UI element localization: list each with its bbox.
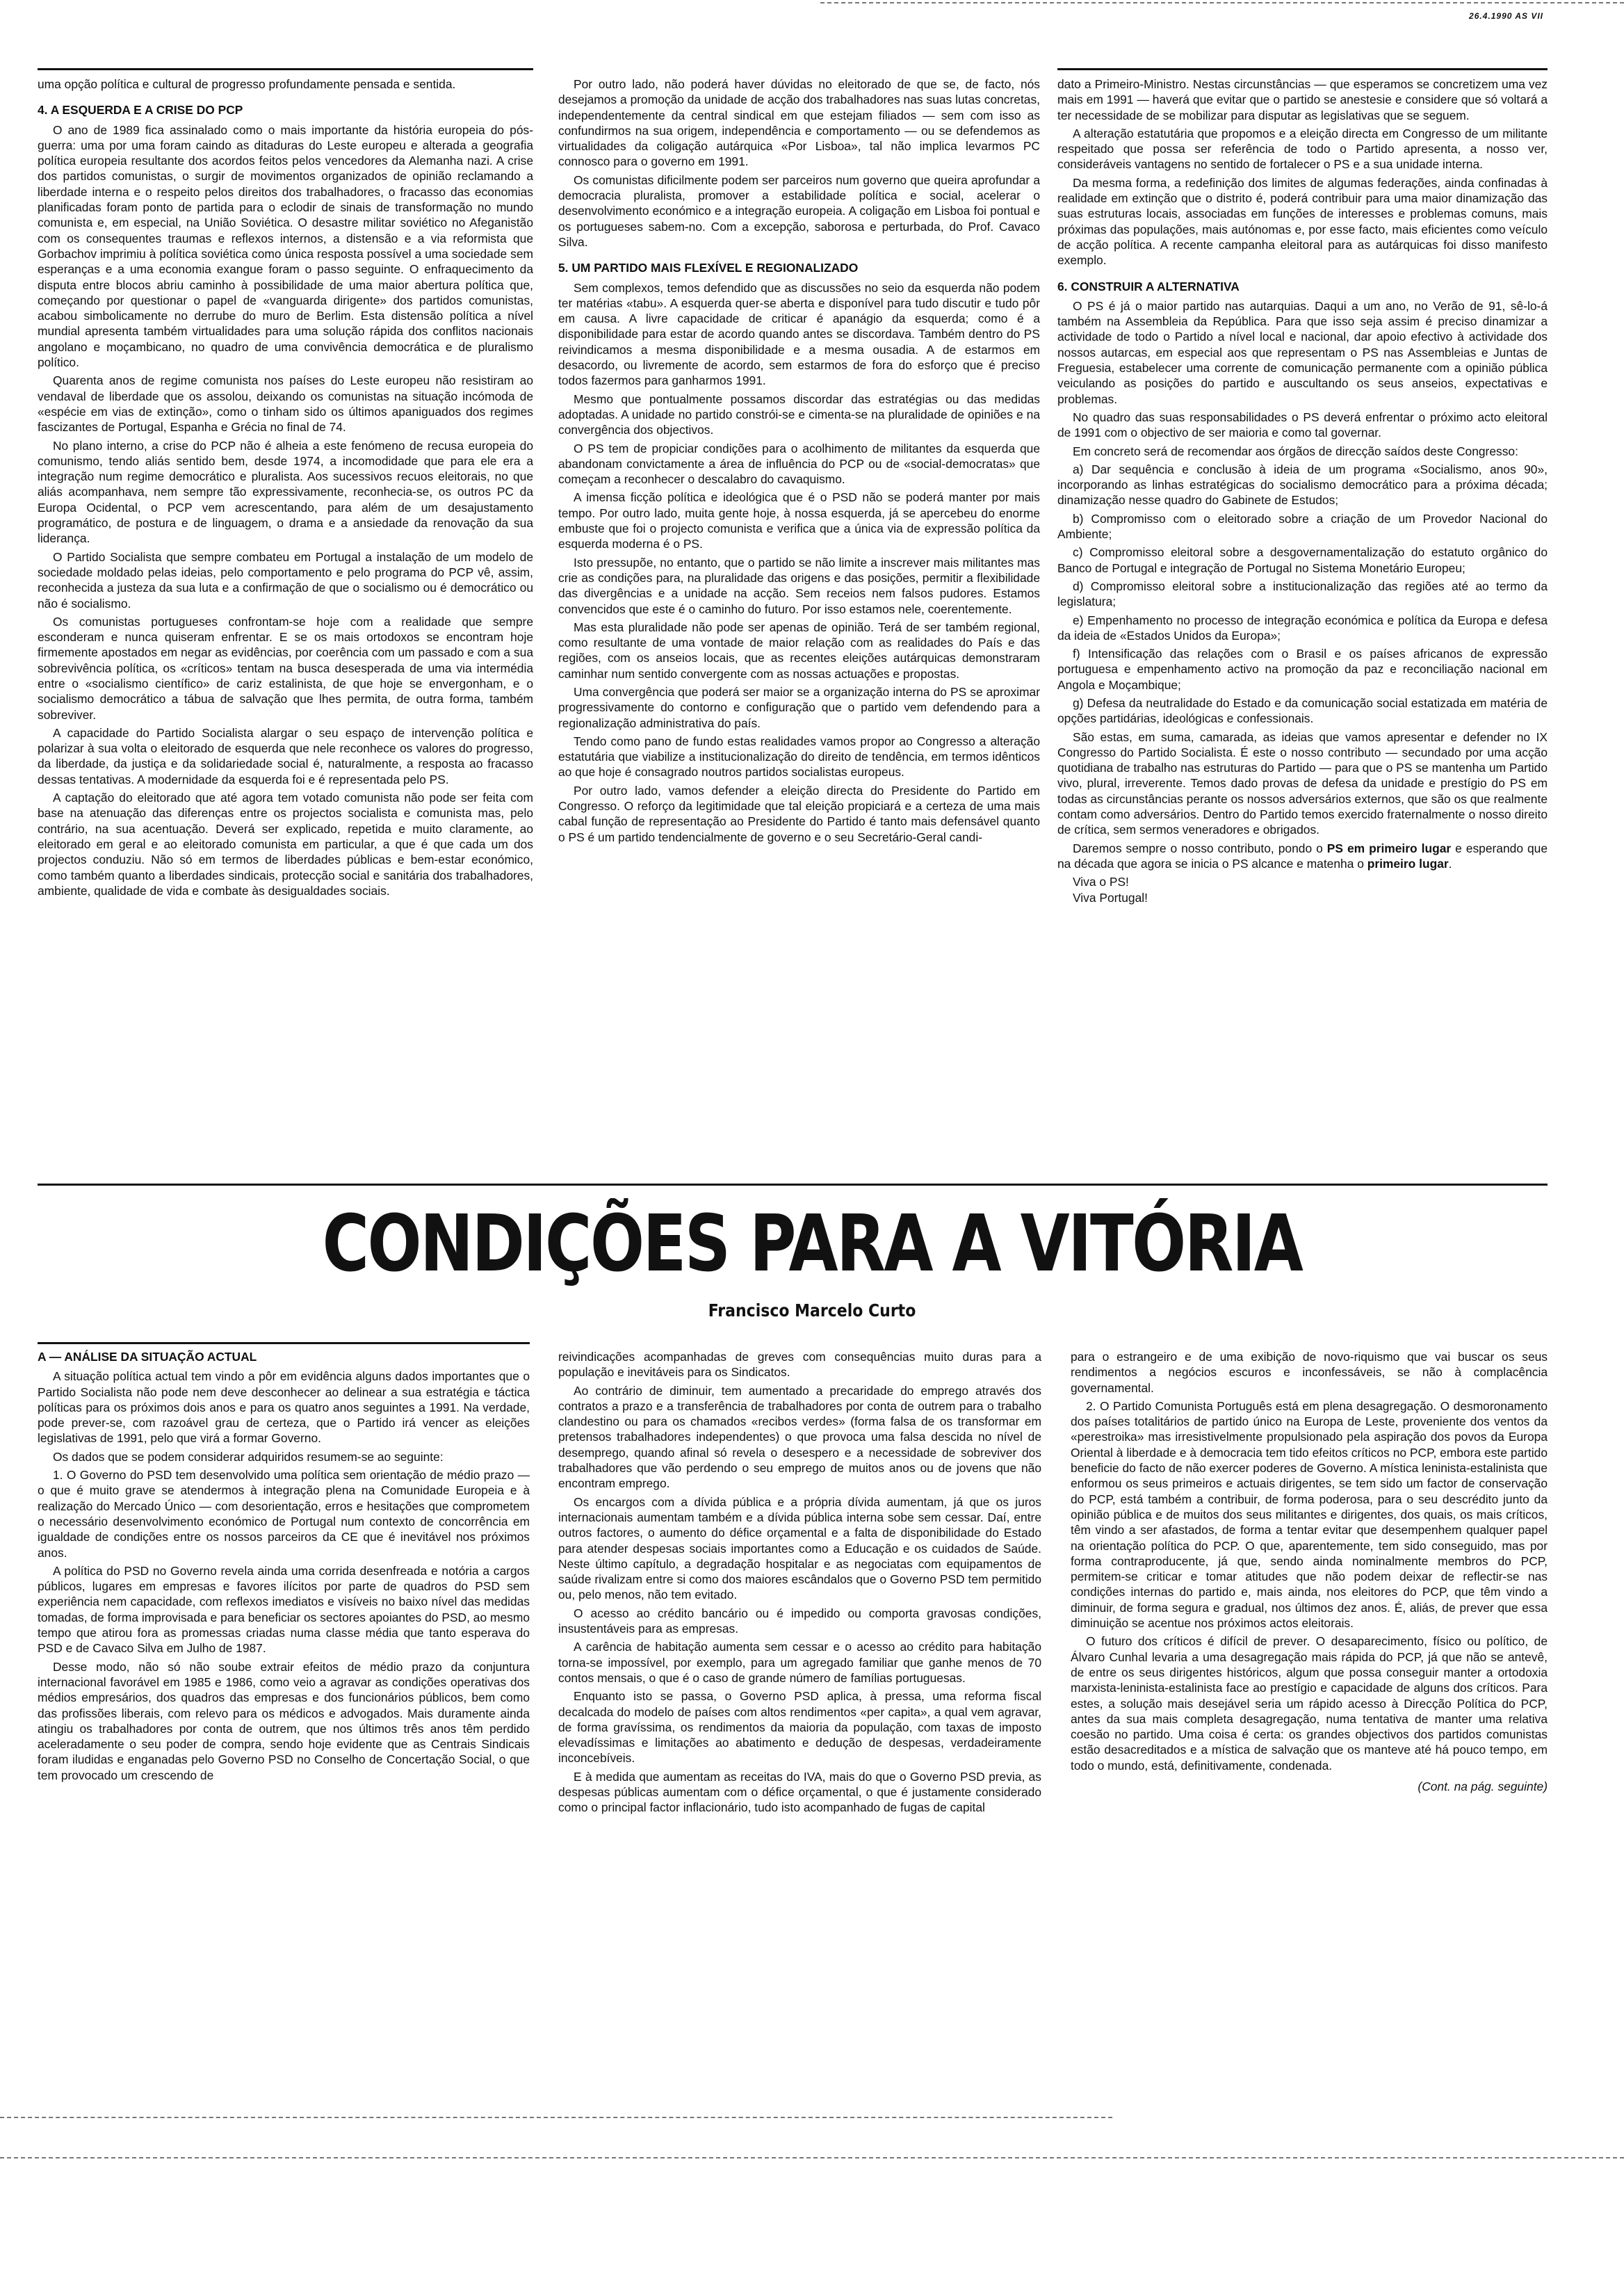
- list-item: f) Intensificação das relações com o Brasil e os países africanos de expressão portuguesa e empenhamento activo na promoção da paz e reconciliação nacional em Angola e Moçambique;: [1057, 647, 1548, 692]
- paragraph: A imensa ficção política e ideológica que é o PSD não se poderá manter por mais tempo. Por outro lado, muita gente hoje, à nossa esquerda, já se apercebeu do enorme embuste que foi o projecto comunista e verifica que a única via de expressão política da esquerda moderna é o PS.: [558, 490, 1040, 551]
- article-separator-rule: [38, 1184, 1548, 1186]
- article1-column-2: [558, 76, 1040, 848]
- emphasis: PS em primeiro lugar: [1326, 841, 1452, 855]
- list-item: a) Dar sequência e conclusão à ideia de um programa «Socialismo, anos 90», incorporando as linhas estratégicas do socialismo democrático para a próxima década; dinamização nesse quadro do Gabinete de Estudos;: [1057, 462, 1548, 508]
- paragraph: O futuro dos críticos é difícil de prever. O desaparecimento, físico ou político, de Álvaro Cunhal levaria a uma desagregação mais rápida do PCP, já que não se antevê, de entre os seus dirigentes históricos, algum que possa conseguir manter a ortodoxia marxista-leninista-estalinista face ao prestígio e capacidade de alguns dos críticos. Para estes, a solução mais desejável seria um rápido acesso à Direcção Política do PCP, antes da sua mais completa desagregação, numa tentativa de manter uma relativa coesão no partido. Uma coisa é certa: os grandes objectivos dos partidos comunistas estão desacreditados e a mística de salvação que os manteve até há pouco tempo, em todo o mundo, está, definitivamente, condenada.: [1071, 1634, 1548, 1773]
- article-byline: Francisco Marcelo Curto: [708, 1300, 916, 1321]
- article2-column-1: [38, 1349, 530, 1786]
- signoff-line: Viva Portugal!: [1073, 890, 1148, 905]
- article-title: CONDIÇÕES PARA A VITÓRIA: [322, 1199, 1302, 1289]
- emphasis: primeiro lugar: [1367, 856, 1449, 871]
- paragraph: Os dados que se podem considerar adquiridos resumem-se ao seguinte:: [53, 1449, 444, 1464]
- column-top-rule: [38, 1342, 530, 1344]
- paragraph: O acesso ao crédito bancário ou é impedido ou comporta gravosas condições, insustentáveis para as empresas.: [558, 1606, 1041, 1636]
- paragraph: Os encargos com a dívida pública e a própria dívida aumentam, já que os juros internacionais aumentam também e a dívida pública interna sobe sem cessar. Daí, entre outros factores, o aumento do défice orçamental e a falta de disponibilidade do Estado para atender despesas sociais importantes como a Educação e os cuidados de Saúde. Neste último capítulo, a degradação hospitalar e as negociatas com equipamentos de saúde rivalizam entre si como dos maiores escândalos que o Governo PSD tem permitido ou, pelo menos, não tem evitado.: [558, 1494, 1041, 1602]
- paragraph: Por outro lado, não poderá haver dúvidas no eleitorado de que se, de facto, nós desejamos a promoção da unidade de acção dos trabalhadores nas suas lutas concretas, independentemente da central sindical em que estejam filiados — sem com isso as confundirmos na sua origem, independência e comportamento — ou se defendemos as virtualidades da coligação autárquica «Por Lisboa», tal não implica levarmos PC connosco para o governo em 1991.: [558, 77, 1040, 169]
- paragraph: Por outro lado, vamos defender a eleição directa do Presidente do Partido em Congresso. O reforço da legitimidade que tal eleição propiciará e a certeza de uma mais cabal função de representação ao Presidente do Partido é tanto mais defensável quanto o PS é um partido tendencialmente de governo e o seu Secretário-Geral candi-: [558, 783, 1040, 844]
- column-top-rule: [38, 68, 533, 70]
- paragraph: São estas, em suma, camarada, as ideias que vamos apresentar e defender no IX Congresso do Partido Socialista. É este o nosso contributo — secundado por uma acção quotidiana de trabalho nas estruturas do Partido — para que o PS se mantenha um Partido vivo, plural, irreverente. Temos dado provas de defesa da unidade e prestígio do PS em todas as circunstâncias perante os nossos adversários externos, que são os que realmente contam como adversários. Dentro do Partido temos exercido fraternalmente o nosso direito de crítica, sem sermos veneradores e obrigados.: [1057, 729, 1548, 837]
- paragraph: Sem complexos, temos defendido que as discussões no seio da esquerda não podem ter matérias «tabu». A esquerda quer-se aberta e disponível para tudo discutir e tudo pôr em causa. A livre capacidade de criticar é apanágio da esquerda; como é a disponibilidade para estar de acordo quando antes se discordava. Também dentro do PS reivindicamos a mesma disponibilidade e a mesma ousadia. A de estarmos em desacordo, ou livremente de acordo, sem estarmos de fora do esforço que é preciso todos fazermos para ganharmos 1991.: [558, 280, 1040, 388]
- section-heading: 6. CONSTRUIR A ALTERNATIVA: [1057, 279, 1240, 293]
- text-run: Daremos sempre o nosso contributo, pondo o: [1073, 841, 1327, 855]
- paragraph: Ao contrário de diminuir, tem aumentado a precaridade do emprego através dos contratos a prazo e a transferência de trabalhadores por conta de outrem para o trabalho clandestino ou para os chamados «recibos verdes» (forma falsa de os transformar em pretensos trabalhadores independentes) o que provoca uma falsa descida no nível de desemprego, quando afinal só revela o desespero e a necessidade de sobreviver dos trabalhadores que vão perdendo o seu emprego de muitos anos ou de jovens que não encontram emprego.: [558, 1383, 1041, 1491]
- paragraph: Uma convergência que poderá ser maior se a organização interna do PS se aproximar progressivamente do contorno e configuração que o partido vem defendendo para a regionalização administrativa do país.: [558, 684, 1040, 730]
- paragraph: dato a Primeiro-Ministro. Nestas circunstâncias — que esperamos se concretizem uma vez mais em 1991 — haverá que evitar que o partido se anestesie e considere que só voltará a ter necessidade de se mobilizar para disputar as legislativas que se seguem.: [1057, 77, 1548, 122]
- paragraph: A alteração estatutária que propomos e a eleição directa em Congresso de um militante respeitado que possa ser referência de todo o Partido apresenta, a nosso ver, consideráveis vantagens no sentido de fortalecer o PS e a sua unidade interna.: [1057, 126, 1548, 172]
- list-item: b) Compromisso com o eleitorado sobre a criação de um Provedor Nacional do Ambiente;: [1057, 511, 1548, 542]
- paragraph: No plano interno, a crise do PCP não é alheia a este fenómeno de recusa europeia do comunismo, tendo aliás sentido bem, desde 1974, a incomodidade que para ele era a integração num regime democrático e pluralista. Aos sucessivos recuos eleitorais, no que aliás acompanhava, nem sempre tão expressivamente, reconhecia-se, os outros PC da Europa Ocidental, o PCP vem acrescentando, para além de um desajustamento programático, de postura e de linguagem, o drama e a ansiedade da renovação da sua liderança.: [38, 438, 533, 546]
- page-folio: 26.4.1990 AS VII: [1469, 11, 1543, 21]
- paragraph: reivindicações acompanhadas de greves com consequências muito duras para a população e inevitáveis para os Sindicatos.: [558, 1350, 1041, 1380]
- list-item: c) Compromisso eleitoral sobre a desgovernamentalização do estatuto orgânico do Banco de Portugal e integração de Portugal no Sistema Monetário Europeu;: [1057, 545, 1548, 575]
- paragraph: 1. O Governo do PSD tem desenvolvido uma política sem orientação de médio prazo — o que é muito grave se atendermos à integração plena na Comunidade Europeia e à realização do Mercado Único — com desorientação, erros e hesitações que comprometem o necessário desenvolvimento económico de Portugal num contexto de concorrência em igualdade de condições entre os nossos parceiros da CE que é inevitável nos próximos anos.: [38, 1468, 530, 1560]
- paragraph: O PS é já o maior partido nas autarquias. Daqui a um ano, no Verão de 91, sê-lo-á também na Assembleia da República. Para que isso seja assim é preciso dinamizar a actividade de todo o Partido a nível local e nacional, dar apoio efectivo à actividade dos nossos autarcas, em especial aos que representam o PS nas Assembleias e Juntas de Freguesia, estabelecer uma corrente de comunicação permanente com a opinião pública veiculando as posições do partido e auscultando os seus anseios, expectativas e problemas.: [1057, 298, 1548, 406]
- paragraph: A carência de habitação aumenta sem cessar e o acesso ao crédito para habitação torna-se impossível, por exemplo, para um agregado familiar que ganhe menos de 70 contos mensais, o que é o caso de grande número de famílias portuguesas.: [558, 1640, 1041, 1685]
- paragraph: Os comunistas dificilmente podem ser parceiros num governo que queira aprofundar a democracia pluralista, promover a estabilidade política e social, acelerar o desenvolvimento económico e a integração europeia. A coligação em Lisboa foi pontual e os portugueses sabem-no. Com a excepção, saborosa e perturbada, do Prof. Cavaco Silva.: [558, 172, 1040, 249]
- paragraph: 2. O Partido Comunista Português está em plena desagregação. O desmoronamento dos países totalitários de partido único na Europa de Leste, proveniente dos ventos da «perestroika» mas irresistivelmente propulsionado pela aspiração dos povos da Europa Oriental à liberdade e à democracia tem tido efeitos críticos no PCP, embora este partido beneficie do facto de não exercer poderes de Governo. A mística leninista-estalinista que enformou os seus primeiros e actuais dirigentes, se tem sido um factor de conservação do PCP, está também a contribuir, de forma poderosa, para o seu descrédito junto da opinião pública e de muitos dos seus militantes e dirigentes, dos quais, os mais críticos, têm vindo a ser afastados, de forma a tentar evitar que desempenhem qualquer papel na orientação política do PCP. O que, aparentemente, tem sido conseguido, mas por forma contraproducente, já que, sendo ainda nominalmente membros do PCP, permitem-se criticar e tomar atitudes que não podem deixar de reflectir-se nas condições internas do partido e, mais ainda, nos eleitores do PCP, que têm vindo a diminuir, de forma segura e gradual, nos últimos dez anos. É, aliás, de prever que essa diminuição se acentue nos próximos actos eleitorais.: [1071, 1398, 1548, 1631]
- paragraph: A política do PSD no Governo revela ainda uma corrida desenfreada e notória a cargos públicos, lugares em empresas e favores ilícitos por parte de quadros do PSD sem experiência nem capacidade, com reflexos imediatos e visíveis no baixo nível das medidas tomadas, de forma improvisada e para beneficiar os sectores apoiantes do PSD, ao mesmo tempo que atirou fora as promessas criadas numa classe média que tanto esperava do PSD e de Cavaco Silva em Julho de 1987.: [38, 1563, 530, 1656]
- paragraph: Tendo como pano de fundo estas realidades vamos propor ao Congresso a alteração estatutária que viabilize a institucionalização do direito de tendência, em termos idênticos ao que hoje é consagrado noutros partidos socialistas europeus.: [558, 734, 1040, 780]
- paragraph: O PS tem de propiciar condições para o acolhimento de militantes da esquerda que abandonam convictamente a área de influência do PCP ou de «social-democratas» que começam a reconhecer o descalabro do cavaquismo.: [558, 441, 1040, 487]
- paragraph: No quadro das suas responsabilidades o PS deverá enfrentar o próximo acto eleitoral de 1991 com o objectivo de ser maioria e como tal governar.: [1057, 410, 1548, 440]
- paragraph: E à medida que aumentam as receitas do IVA, mais do que o Governo PSD previa, as despesas públicas aumentam com o défice orçamental, o que é justamente considerado como o principal factor inflacionário, tudo isto acompanhado de fugas de capital: [558, 1769, 1041, 1815]
- scan-artifact-lower: [0, 2157, 1624, 2158]
- scan-artifact-top: [820, 2, 1624, 3]
- article2-column-3: [1071, 1349, 1548, 1797]
- list-item: e) Empenhamento no processo de integração económica e política da Europa e defesa da ideia de «Estados Unidos da Europa»;: [1057, 613, 1548, 643]
- paragraph: Quarenta anos de regime comunista nos países do Leste europeu não resistiram ao vendaval de liberdade que os assolou, deixando os comunistas na situação incómoda de «espécie em vias de extinção», como o tinham sido os últimos apaniguados dos regimes fascizantes de Portugal, Espanha e Grécia no final de 74.: [38, 373, 533, 435]
- list-item: g) Defesa da neutralidade do Estado e da comunicação social estatizada em matéria de opções partidárias, ideológicas e confessionais.: [1057, 695, 1548, 726]
- paragraph: Em concreto será de recomendar aos órgãos de direcção saídos deste Congresso:: [1073, 444, 1518, 458]
- text-run: e esperando que na década que agora se inicia o PS alcance e matenha o: [1057, 841, 1548, 871]
- article2-column-2: [558, 1349, 1041, 1818]
- article1-column-3: [1057, 76, 1548, 905]
- section-heading: 4. A ESQUERDA E A CRISE DO PCP: [38, 103, 243, 118]
- scan-artifact-lower: [0, 2117, 1112, 2118]
- paragraph: Mesmo que pontualmente possamos discordar das estratégias ou das medidas adoptadas. A unidade no partido constrói-se e cimenta-se na pluralidade de opiniões e na convergência dos objectivos.: [558, 392, 1040, 437]
- paragraph: uma opção política e cultural de progresso profundamente pensada e sentida.: [38, 77, 456, 91]
- paragraph: para o estrangeiro e de uma exibição de novo-riquismo que vai buscar os seus rendimentos a negócios escuros e inconfessáveis, se não à complacência governamental.: [1071, 1350, 1548, 1395]
- paragraph: Da mesma forma, a redefinição dos limites de algumas federações, ainda confinadas à realidade em extinção que o distrito é, poderá contribuir para uma maior dinamização das suas estruturas locais, associadas em funções de interesses e problemas comuns, mais próximas das populações, mais autónomas e, por esse facto, mais eficientes como veículo de acção política. A recente campanha eleitoral para as autárquicas foi disso manifesto exemplo.: [1057, 175, 1548, 268]
- paragraph: A capacidade do Partido Socialista alargar o seu espaço de intervenção política e polarizar à sua volta o eleitorado de esquerda que nele reconhece os valores do progresso, da liberdade, da justiça e da solidariedade social é, naturalmente, a resposta ao fracasso dessas tentativas. A modernidade da esquerda foi e é representada pelo PS.: [38, 725, 533, 786]
- paragraph: O ano de 1989 fica assinalado como o mais importante da história europeia do pós-guerra: uma por uma foram caindo as ditaduras do Leste europeu e alterada a geografia política europeia resultante dos acordos feitos pelos vencedores da Alemanha nazi. A crise dos partidos comunistas, o surgir de movimentos organizados de opinião reclamando a liberdade interna e o respeito pelos direitos dos trabalhadores, o fracasso das economias planificadas foram ponto de partida para o eclodir de sinais de transformação no mundo comunista e, em especial, na União Soviética. O desastre militar soviético no Afeganistão com os consequentes traumas e reflexos internos, a distensão e a via reformista que Gorbachov imprimiu à política soviética como única resposta possível a uma sociedade sem esperanças e a uma economia exangue foram o passo seguinte. O enfraquecimento da disputa entre blocos abriu caminho à possibilidade de uma maior abertura política que, começando por questionar o papel de «vanguarda dirigente» dos partidos comunistas, acabou simbolicamente no derrube do muro de Berlim. Esta distensão política a nível mundial apresenta também virtualidades para uma solução rápida dos conflitos nacionais angolano e moçambicano, no quadro de uma convivência democrática e de pluralismo político.: [38, 122, 533, 370]
- paragraph: Desse modo, não só não soube extrair efeitos de médio prazo da conjuntura internacional favorável em 1985 e 1986, como veio a agravar as condições operativas dos médios empresários, dos quadros das empresas e dos funcionários públicos, bem como das profissões liberais, com relevo para os médicos e advogados. Mais duramente ainda atingiu os trabalhadores por conta de outrem, que nos últimos três anos têm perdido aceleradamente o seu poder de compra, sendo hoje evidente que as Centrais Sindicais foram iludidas e enganadas pelo Governo PSD no Conselho de Concertação Social, o que tem provocado um crescendo de: [38, 1659, 530, 1782]
- paragraph: Isto pressupõe, no entanto, que o partido se não limite a inscrever mais militantes mas crie as condições para, na pluralidade das origens e das posições, permitir a flexibilidade das divergências e a unidade na acção. Sem receios nem falsos pudores. Estamos convencidos que este é o caminho do futuro. Por isso estamos nele, coerentemente.: [558, 555, 1040, 616]
- section-heading: A — ANÁLISE DA SITUAÇÃO ACTUAL: [38, 1350, 257, 1364]
- section-heading: 5. UM PARTIDO MAIS FLEXÍVEL E REGIONALIZADO: [558, 261, 859, 275]
- signoff-line: Viva o PS!: [1073, 875, 1129, 889]
- continued-note: (Cont. na pág. seguinte): [1418, 1779, 1548, 1794]
- column-top-rule: [1057, 68, 1548, 70]
- closing-paragraph: [1057, 841, 1548, 872]
- paragraph: A captação do eleitorado que até agora tem votado comunista não pode ser feita com base na atenuação das diferenças entre os projectos socialista e comunista mas, pelo contrário, na sua acentuação. Deverá ser explicado, repetida e muito claramente, ao eleitorado em geral e ao eleitorado comunista em particular, a que é que cada um dos projectos conduziu. Não só em termos de liberdades públicas e bem-estar económico, como também quanto a liberdades sindicais, protecção social e sanitária dos trabalhadores, ambiente, qualidade de vida e combate às desigualdades sociais.: [38, 791, 533, 898]
- text-run: .: [1448, 856, 1452, 871]
- paragraph: A situação política actual tem vindo a pôr em evidência alguns dados importantes que o Partido Socialista não pode nem deve desconhecer ao delinear a sua estratégia e táctica políticas para os próximos dois anos e para os quatro anos seguintes a 1991. Na verdade, pode prever-se, com razoável grau de certeza, que o Partido irá vencer as eleições legislativas de 1991, pelo que virá a formar Governo.: [38, 1369, 530, 1446]
- paragraph: Mas esta pluralidade não pode ser apenas de opinião. Terá de ser também regional, como resultante de uma vontade de maior relação com as realidades do País e das regiões, com os anseios locais, que as recentes eleições autárquicas demonstraram caminhar num sentido convergente com as nossas actuações e propostas.: [558, 620, 1040, 681]
- list-item: d) Compromisso eleitoral sobre a institucionalização das regiões até ao termo da legislatura;: [1057, 579, 1548, 609]
- paragraph: Enquanto isto se passa, o Governo PSD aplica, à pressa, uma reforma fiscal decalcada do modelo de países com altos rendimentos «per capita», a qual vem agravar, de forma gravíssima, os rendimentos da maioria da população, com taxas de imposto elevadíssimas e limitações ao abatimento e dedução de despesas, verdadeiramente inconcebíveis.: [558, 1689, 1041, 1766]
- paragraph: Os comunistas portugueses confrontam-se hoje com a realidade que sempre esconderam e nunca quiseram enfrentar. E se os mais ortodoxos se encontram hoje firmemente apostados em negar as evidências, por coerência com um passado e com a sua sobrevivência política, os «críticos» tentam na busca desesperada de uma via intermédia entre o «socialismo científico» de cariz estalinista, de que hoje se envergonham, e o socialismo democrático a tábua de salvação que lhes permita, de outra forma, também sobreviver.: [38, 614, 533, 722]
- article1-column-1: [38, 76, 533, 901]
- paragraph: O Partido Socialista que sempre combateu em Portugal a instalação de um modelo de sociedade moldado pelas ideias, pelo comportamento e pelo programa do PCP vê, assim, reconhecida a justeza da sua luta e a confirmação de que o socialismo ou é democrático ou não é socialismo.: [38, 549, 533, 611]
